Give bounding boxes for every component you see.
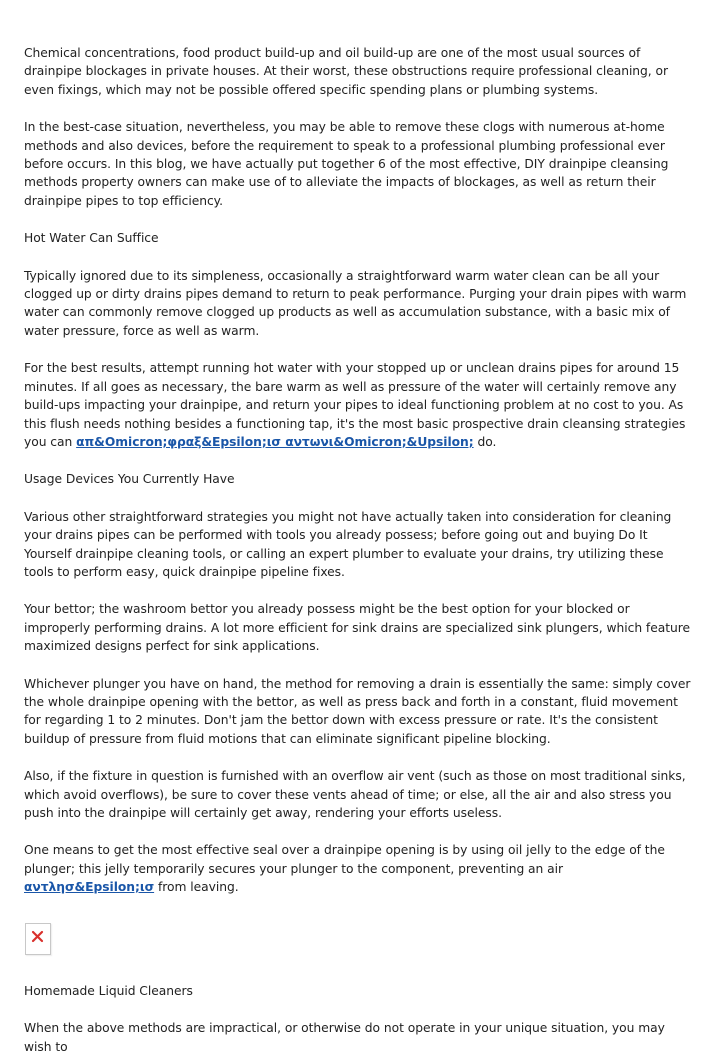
inline-link[interactable]: απ&Omicron;φραξ&Epsilon;ισ αντωνι&Omicron;&Upsilon; bbox=[76, 434, 474, 449]
paragraph: Also, if the fixture in question is furnished with an overflow air vent (such as those on most traditional sinks, which avoid overflows), be sure to cover these vents ahead of time; or else, all the air and also stress you push into the drainpipe will certainly get away, rendering your efforts useless. bbox=[24, 769, 686, 820]
paragraph-text: do. bbox=[473, 434, 497, 449]
paragraph: In the best-case situation, nevertheless, you may be able to remove these clogs with numerous at-home methods and also devices, before the requirement to speak to a professional plumbing professional ever before occurs. In this blog, we have actually put together 6 of the most effective, DIY drainpipe cleansing methods property owners can make use of to alleviate the impacts of blockages, as well as return their drainpipe pipes to top efficiency. bbox=[24, 120, 669, 208]
paragraph-text: from leaving. bbox=[154, 880, 239, 895]
paragraph: Your bettor; the washroom bettor you already possess might be the best option for your blocked or improperly performing drains. A lot more efficient for sink drains are specialized sink plungers, which feature maximized designs perfect for sink applications. bbox=[24, 602, 690, 654]
paragraph: Typically ignored due to its simpleness, occasionally a straightforward warm water clean can be all your clogged up or dirty drains pipes demand to return to peak performance. Purging your drain pipes with warm water can commonly remove clogged up products as well as accumulation substance, with a basic mix of water pressure, force as well as warm. bbox=[24, 268, 687, 338]
paragraph: When the above methods are impractical, or otherwise do not operate in your unique situation, you may wish to bbox=[24, 1021, 665, 1054]
section-heading: Usage Devices You Currently Have bbox=[24, 472, 235, 487]
inline-link[interactable]: αντλησ&Epsilon;ισ bbox=[24, 880, 155, 895]
paragraph-text: One means to get the most effective seal over a drainpipe opening is by using oil jelly to the edge of the plunger; this jelly temporarily secures your plunger to the component, preventing an air bbox=[24, 843, 665, 876]
close-x-icon bbox=[31, 930, 44, 943]
paragraph: Whichever plunger you have on hand, the method for removing a drain is essentially the same: simply cover the whole drainpipe opening with the bettor, as well as press back and forth in a constant, fluid movement for regarding 1 to 2 minutes. Don't jam the bettor down with excess pressure or rate. It's the consistent buildup of pressure from fluid motions that can eliminate significant pipeline blocking. bbox=[24, 676, 691, 746]
paragraph bbox=[24, 359, 696, 451]
broken-image-icon bbox=[25, 923, 51, 955]
paragraph: Chemical concentrations, food product build-up and oil build-up are one of the most usual sources of drainpipe blockages in private houses. At their worst, these obstructions require professional cleaning, or even fixings, which may not be possible offered specific spending plans or plumbing systems. bbox=[24, 46, 669, 97]
paragraph: Various other straightforward strategies you might not have actually taken into consideration for cleaning your drains pipes can be performed with tools you already possess; before going out and buying Do It Yourself drainpipe cleaning tools, or calling an expert plumber to evaluate your drains, try utilizing these tools to perform easy, quick drainpipe pipeline fixes. bbox=[24, 509, 672, 579]
section-heading: Homemade Liquid Cleaners bbox=[24, 984, 193, 999]
section-heading: Hot Water Can Suffice bbox=[24, 231, 159, 246]
paragraph bbox=[24, 841, 696, 896]
paragraph-text: For the best results, attempt running hot water with your stopped up or unclean drains pipes for around 15 minutes. If all goes as necessary, the bare warm as well as pressure of the water will certainly remove any build-ups impacting your drainpipe, and return your pipes to ideal functioning problem at no cost to you. As this flush needs nothing besides a functioning tap, it's the most basic prospective drain cleansing strategies you can bbox=[24, 361, 686, 449]
